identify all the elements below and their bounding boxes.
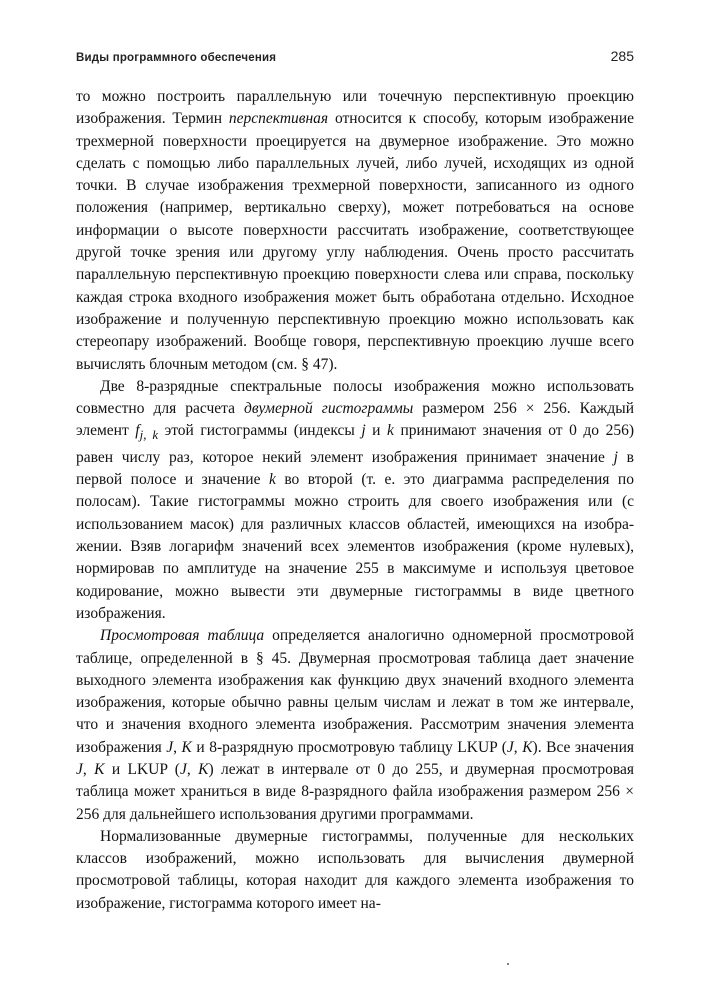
italic-term: J (166, 738, 174, 756)
italic-term: j (361, 422, 366, 440)
subscript-index: j, k (139, 427, 159, 443)
text-run: ). Все значения (532, 738, 634, 756)
text-run: , (82, 761, 95, 778)
italic-term: Просмотровая таблица (100, 627, 265, 645)
italic-term: k (268, 471, 276, 489)
text-run: принимают значения от 0 до 256) равен числу раз, которое некий элемент изображения принимает значение (76, 422, 635, 466)
text-run: и 8-разрядную просмотровую таблицу LKUP ( (191, 738, 507, 756)
body-text (76, 86, 634, 915)
text-run: , (186, 761, 199, 778)
text-run: Две 8-разрядные спектральные полосы изображения можно использовать совместно для расчета (76, 377, 634, 418)
italic-term: K (198, 761, 209, 778)
text-run: , (173, 738, 182, 756)
text-run: Нормализованные двумерные гистограммы, полученные для нескольких классов изображений, можно использовать для вычисления двумерной просмотровой таблицы, которая находит для каждого элемента изображения то изображение, гистограмма которого имеет на- (76, 827, 634, 912)
text-run: в первой полосе и значение (76, 448, 634, 489)
text-run: размером 256 × 256. Каждый элемент (76, 400, 634, 440)
text-run: , (513, 738, 523, 756)
text-run: этой гистограммы (индексы (158, 422, 362, 440)
text-run: во второй (т. е. это диаграмма распределения по полосам). Такие гистограммы можно строить для своего изображения или (с использованием масок) для различных классов областей, имеющихся на изображении. Взяв логарифм значений всех элементов изображения (кроме нулевых), нормировав по амплитуде на значение 255 в максимуме и используя цветовое кодирование, можно вывести эти двумерные гистограммы в виде цветного изображения. (76, 471, 634, 622)
italic-term: K (94, 761, 105, 778)
running-title: Виды программного обеспечения (76, 52, 277, 64)
text-run: и LKUP ( (104, 761, 180, 778)
italic-term: J (506, 738, 514, 756)
page-number: 285 (610, 48, 634, 64)
paragraph (76, 376, 634, 625)
paragraph (76, 625, 634, 826)
text-run: и (365, 422, 388, 440)
text-run: то можно построить параллельную или точечную перспективную проекцию изображения. Термин (76, 88, 634, 128)
italic-term: K (181, 738, 192, 756)
paragraph (76, 86, 634, 376)
italic-term: f (135, 422, 140, 440)
text-run: относится к способу, которым изображение трехмерной поверхности проецируется на двумерное изображение. Это можно сделать с помощью либо параллельных лучей, либо лучей, исходящих из одной точки. В случае изображения трехмерной поверхности, записанного из одного положения (например, вертикально сверху), может потребоваться на основе информации о высоте поверхности рассчитать изображение, соответствующее другой точке зрения или другому углу наблюдения. Очень просто рассчитать параллельную перспективную проекцию поверхности слева или справа, поскольку каждая строка входного изображения может быть обработана отдельно. Исходное изображение и полученную перспективную проекцию можно использовать как стереопару изображений. Вообще говоря, перспективную проекцию лучше всего вычислять блочным методом (см. § 47). (76, 110, 635, 373)
text-run: определяется аналогично одномерной просмотровой таблице, определенной в § 45. Двумерная просмотровая таблица дает значение выходного элемента изображения как функцию двух значений входного элемента изображения, которые обычно равны целым числам и лежат в том же интервале, что и значения входного элемента изображения. Рассмотрим значения элемента изображения (76, 627, 634, 756)
italic-term: j (613, 448, 618, 466)
italic-term: перспективная (228, 110, 329, 128)
text-run: ) лежат в интервале от 0 до 255, и двумерная просмотровая таблица может храниться в виде 8-разрядного файла изображения размером 256 × 256 для дальнейшего использования другими программами. (76, 761, 635, 823)
italic-term: J (76, 761, 83, 778)
italic-term: двумерной гистограммы (243, 400, 414, 418)
italic-term: k (387, 422, 394, 440)
print-speck (507, 963, 509, 965)
page-header (76, 48, 634, 78)
paragraph (76, 826, 634, 915)
italic-term: K (522, 738, 533, 756)
italic-term: J (179, 761, 187, 778)
